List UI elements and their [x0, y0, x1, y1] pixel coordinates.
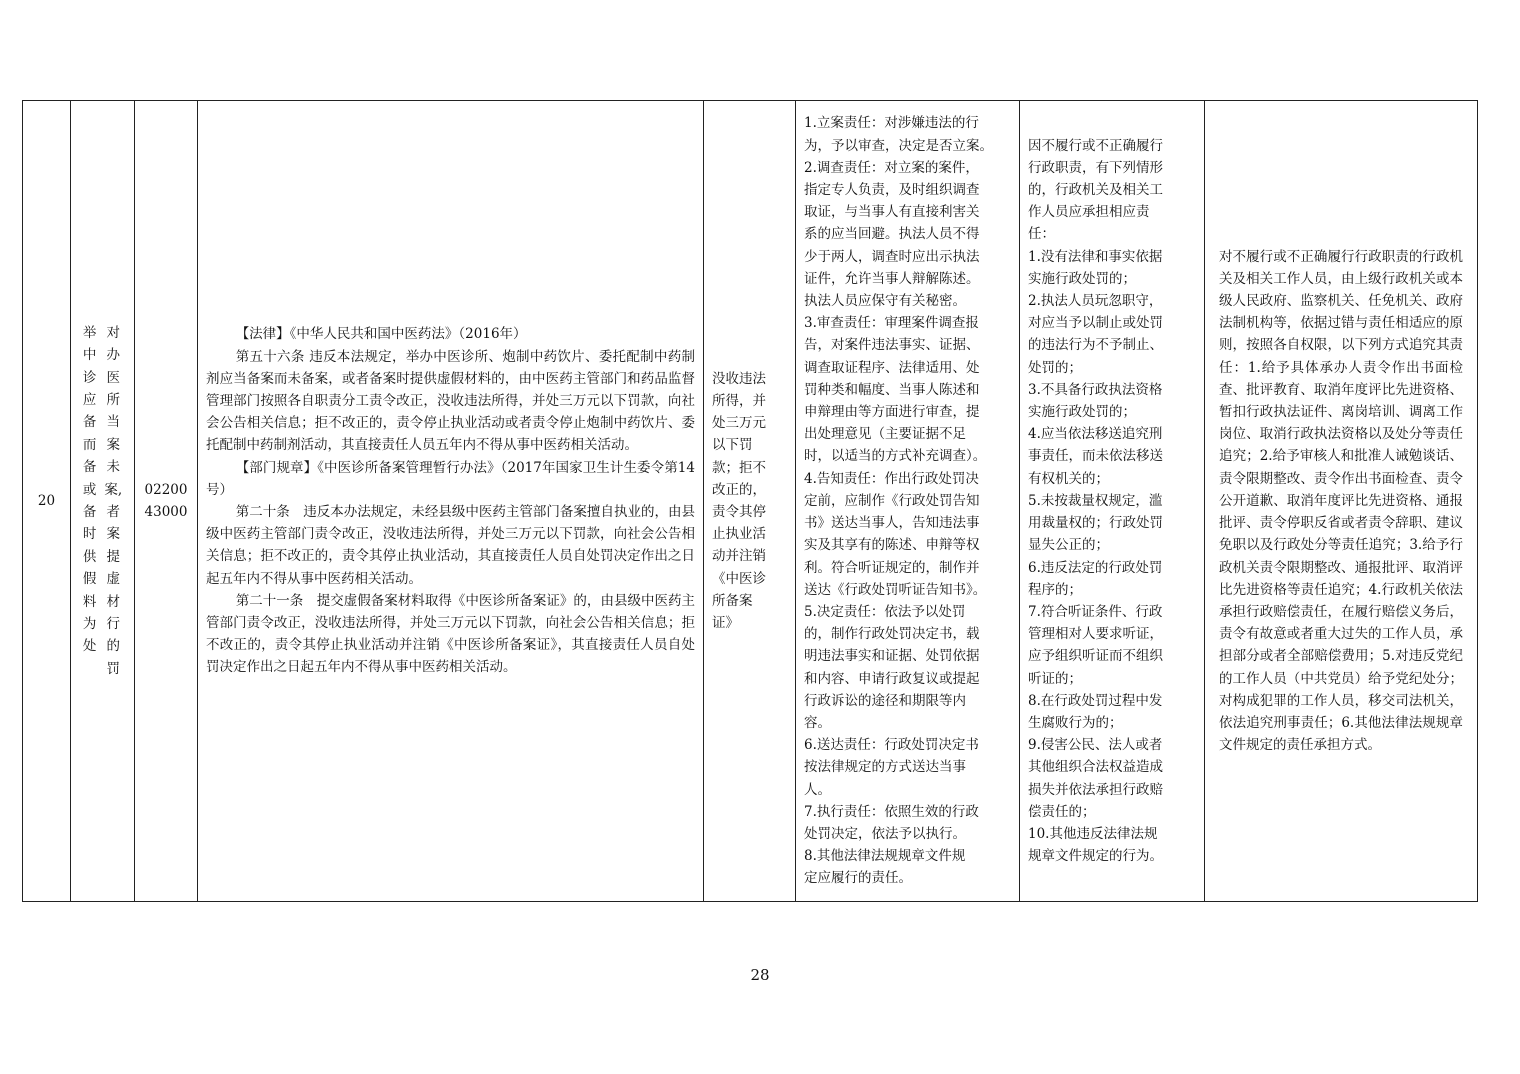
item-name-char: 中 [82, 347, 97, 364]
accountability-line: 损失并依法承担行政赔 [1028, 781, 1163, 798]
pursuit-line: 6.其他法律法规规章文件规定的责 [1219, 714, 1464, 754]
penalty-line: 款；拒不 [712, 459, 766, 476]
penalty-line: 以下罚 [712, 437, 753, 454]
item-name-char: 医 [106, 369, 120, 386]
pursuit-line: 格、暂扣行政执法证件、离岗培训、 [1219, 381, 1464, 421]
item-name-char: 备 [82, 504, 97, 520]
legal-basis-paragraph: 第五十六条 违反本法规定，举办中医诊所、炮制中药饮片、委托配制中药制剂应当备案而未备案，或者备案时提供虚假材料的，由中医药主管部门和药品监督管理部门按照各自职责分工责令改正，没收违法所得，并处三万元以下罚款，向社会公告相关信息；拒不改正的，责令停止执业活动或者责令停止炮制中药饮片、委托配制中药制剂活动，其直接责任人员五年内不得从事中医药相关活动。 [206, 348, 695, 454]
responsibility-line: 8.其他法律法规规章文件规 [804, 848, 966, 865]
pursuit-line: 格、通报批评、责令停职反省或者责 [1219, 492, 1464, 532]
legal-basis-paragraph: 第二十一条 提交虚假备案材料取得《中医诊所备案证》的，由县级中医药主管部门责令改正，没收违法所得，并处三万元以下罚款，向社会公告相关信息；拒不改正的，责令其停止执业活动并注销《中医诊所备案证》，其直接责任人员自处罚决定作出之日起五年内不得从事中医药相关活动。 [206, 592, 695, 676]
responsibility-line: 告，对案件违法事实、证据、 [804, 337, 980, 354]
pursuit-line: 行政机关及相关工作人员，由上级行 [1219, 248, 1464, 287]
accountability-line: 应予组织听证而不组织 [1028, 648, 1163, 665]
item-name-char: 罚 [106, 660, 120, 677]
item-code-line2: 43000 [144, 504, 188, 520]
responsibility-line: 的，制作行政处罚决定书，载 [804, 626, 980, 643]
responsibility-line: 系的应当回避。执法人员不得 [804, 226, 980, 243]
pursuit-line: 任免机关、政府法制机构等，依据过 [1219, 293, 1464, 332]
responsibility-line: 人。 [804, 781, 831, 798]
responsibility-line: 指定专人负责，及时组织调查 [804, 182, 980, 199]
item-name-char: 料 [82, 593, 97, 610]
item-name-char: 案 [106, 526, 120, 543]
responsibility-line: 7.执行责任：依照生效的行政 [804, 803, 979, 820]
responsibility-line: 按法律规定的方式送达当事 [804, 759, 966, 776]
penalty-line: 所备案 [712, 592, 753, 609]
responsibility-line: 出处理意见（主要证据不足 [804, 426, 966, 443]
responsibility-line: 罚种类和幅度、当事人陈述和 [804, 381, 980, 398]
item-name-char: 者 [106, 504, 120, 520]
accountability-line: 的，行政机关及相关工 [1028, 182, 1163, 199]
pursuit-line: 错与责任相适应的原则，按照各自权 [1219, 315, 1464, 354]
responsibility-line: 5.决定责任：依法予以处罚 [804, 603, 966, 620]
pursuit-line: 限，以下列方式追究其责任： [1219, 337, 1464, 376]
responsibility-line: 书》送达当事人，告知违法事 [804, 515, 980, 532]
accountability-line: 的违法行为不予制止、 [1028, 337, 1163, 354]
item-name-char: 假 [82, 571, 97, 588]
accountability-line: 9.侵害公民、法人或者 [1028, 737, 1163, 754]
accountability-line: 显失公正的； [1028, 537, 1109, 554]
row-index: 20 [23, 101, 71, 902]
responsibility-line: 证件，允许当事人辩解陈述。 [804, 270, 980, 287]
pursuit-line: 调离工作岗位、取消行政执法资格以 [1219, 404, 1464, 443]
pursuit-line: 令辞职、建议免职以及行政处分等责 [1219, 515, 1464, 554]
item-name-char: 所 [106, 391, 120, 408]
item-name-char: 的 [106, 638, 120, 655]
legal-basis-paragraph: 第二十条 违反本办法规定，未经县级中医药主管部门备案擅自执业的，由县级中医药主管部门责令改正，没收违法所得，并处三万元以下罚款，向社会公告相关信息；拒不改正的，责令其停止执业活动，其直接责任人员自处罚决定作出之日起五年内不得从事中医药相关活动。 [206, 504, 695, 587]
pursuit-line: 2.给予审核人和批准人诫勉谈话、责 [1219, 448, 1463, 487]
penalty-line: 止执业活 [712, 526, 766, 543]
responsibility-line: 申辩理由等方面进行审查，提 [804, 404, 980, 421]
item-name-char: 当 [106, 414, 120, 431]
item-name-char: 或 [82, 481, 97, 498]
legal-basis-cell [198, 101, 704, 902]
accountability-line: 8.在行政处罚过程中发 [1028, 692, 1163, 709]
pursuit-line: 作人员，移交司法机关，依法追究刑 [1219, 692, 1464, 731]
pursuit-line: 3.给予行政机关责令限期整改、通报 [1219, 537, 1464, 576]
item-name-char: 应 [82, 391, 97, 408]
item-name-char: 案 [106, 436, 120, 453]
item-code-line1: 02200 [144, 481, 188, 498]
penalty-line: 没收违法 [712, 370, 766, 387]
accountability-line: 偿责任的； [1028, 803, 1096, 820]
pursuit-line: 政机关或本级人民政府、监察机关、 [1219, 270, 1464, 310]
item-name-char: 办 [106, 347, 120, 364]
item-name-column [104, 322, 122, 681]
accountability-line: 其他组织合法权益造成 [1028, 759, 1163, 776]
penalty-line: 《中医诊 [712, 570, 766, 587]
penalty-cell [704, 101, 796, 902]
penalty-line: 改正的， [712, 481, 766, 498]
pursuit-line: 及处分等责任追究； [1219, 426, 1464, 465]
responsibility-line: 4.告知责任：作出行政处罚决 [804, 470, 979, 487]
pursuit-line: 1.给予具体承办人责令作出书面检 [1247, 359, 1463, 376]
accountability-line: 因不履行或不正确履行 [1028, 137, 1163, 154]
responsibility-line: 调查取证程序、法律适用、处 [804, 359, 980, 376]
penalty-content [712, 368, 787, 634]
accountability-line: 处罚的； [1028, 359, 1082, 376]
item-name-column [83, 322, 97, 681]
responsibility-content [804, 112, 1011, 889]
penalty-line: 所得，并 [712, 392, 766, 409]
item-name-char: 备 [82, 459, 97, 476]
pursuit-line: 令公开道歉、取消年度评比先进资 [1219, 470, 1464, 509]
accountability-line: 7.符合听证条件、行政 [1028, 603, 1163, 620]
item-name-char: 材 [106, 593, 120, 610]
responsibility-line: 取证，与当事人有直接利害关 [804, 204, 980, 221]
table-row [23, 101, 1478, 902]
accountability-line: 任： [1028, 226, 1055, 243]
item-name-char: 备 [82, 414, 97, 431]
pursuit-line: 在履行赔偿义务后，责令有故意或者 [1219, 603, 1464, 643]
penalty-line: 证》 [712, 615, 739, 632]
pursuit-line: 任承担方式。 [1300, 737, 1381, 754]
responsibility-line: 执法人员应保守有关秘密。 [804, 293, 966, 310]
pursuit-line: 查、批评教育、取消年度评比先进资 [1219, 381, 1436, 398]
legal-basis [206, 323, 695, 678]
responsibility-line: 行政诉讼的途径和期限等内 [804, 692, 966, 709]
item-name-char: 供 [82, 548, 97, 565]
item-name-char: 对 [106, 324, 120, 341]
accountability-line: 5.未按裁量权规定，滥 [1028, 492, 1163, 509]
item-name-char: 而 [82, 436, 97, 453]
responsibility-line: 容。 [804, 714, 831, 731]
accountability-line: 实施行政处罚的； [1028, 270, 1136, 287]
pursuit-line: 令限期整改、责令作出书面检查、责 [1232, 470, 1450, 487]
accountability-line: 事责任，而未依法移送 [1028, 448, 1163, 465]
accountability-line: 用裁量权的；行政处罚 [1028, 515, 1163, 532]
pursuit-line: 对不履行或不正确履行行政职责的 [1219, 248, 1423, 265]
responsibility-line: 2.调查责任：对立案的案件， [804, 159, 979, 176]
accountability-line: 对应当予以制止或处罚 [1028, 315, 1163, 332]
accountability-line: 3.不具备行政执法资格 [1028, 381, 1163, 398]
responsibility-table [22, 100, 1478, 902]
accountability-line: 行政职责，有下列情形 [1028, 159, 1163, 176]
accountability-line: 6.违反法定的行政处罚 [1028, 559, 1163, 576]
item-name-char: 时 [82, 526, 97, 543]
item-code-cell [135, 101, 198, 902]
responsibility-line: 为，予以审查，决定是否立案。 [804, 137, 993, 154]
pursuit-line: 究； [1341, 581, 1369, 598]
responsibility-line: 定前，应制作《行政处罚告知 [804, 492, 980, 509]
accountability-line: 管理相对人要求听证， [1028, 626, 1163, 643]
legal-basis-paragraph: 【部门规章】《中医诊所备案管理暂行办法》（2017年国家卫生计生委令第14号） [206, 459, 695, 498]
pursuit-cell [1205, 101, 1478, 902]
item-name-char: 行 [106, 616, 120, 633]
item-name-char: 为 [82, 616, 97, 633]
pursuit-line: 全部赔偿费用； [1287, 648, 1383, 665]
accountability-cell [1020, 101, 1205, 902]
item-name-char: 提 [106, 548, 120, 565]
pursuit-line: 批评、取消评比先进资格等责任追 [1219, 559, 1464, 598]
pursuit-line: 5.对违反党纪的工作人员（中共党 [1219, 648, 1464, 687]
responsibility-line: 定应履行的责任。 [804, 870, 912, 887]
responsibility-cell [796, 101, 1020, 902]
accountability-line: 规章文件规定的行为。 [1028, 848, 1163, 865]
item-name-char: 虚 [106, 571, 120, 588]
responsibility-line: 1.立案责任：对涉嫌违法的行 [804, 115, 979, 132]
item-name-char: 案, [104, 481, 123, 498]
responsibility-line: 时，以适当的方式补充调查）。 [804, 448, 987, 465]
penalty-line: 责令其停 [712, 504, 766, 520]
item-name-char: 处 [82, 638, 97, 655]
responsibility-line: 3.审查责任：审理案件调查报 [804, 315, 979, 332]
responsibility-line: 明违法事实和证据、处罚依据 [804, 648, 980, 665]
responsibility-line: 和内容、申请行政复议或提起 [804, 670, 980, 687]
accountability-line: 10.其他违反法律法规 [1028, 825, 1158, 842]
legal-basis-paragraph: 【法律】《中华人民共和国中医药法》（2016年） [235, 326, 527, 343]
penalty-line: 动并注销 [712, 548, 766, 565]
accountability-line: 有权机关的； [1028, 470, 1109, 487]
accountability-line: 作人员应承担相应责 [1028, 204, 1150, 221]
accountability-line: 2.执法人员玩忽职守， [1028, 293, 1163, 310]
pursuit-content [1219, 246, 1463, 757]
accountability-line: 生腐败行为的； [1028, 714, 1123, 731]
responsibility-line: 处罚决定，依法予以执行。 [804, 825, 966, 842]
accountability-line: 程序的； [1028, 581, 1082, 598]
accountability-line: 1.没有法律和事实依据 [1028, 248, 1163, 265]
item-name-cell [71, 101, 135, 902]
item-name [71, 322, 134, 681]
accountability-content [1028, 135, 1196, 868]
pursuit-line: 员）给予党纪处分；对构成犯罪的工 [1219, 670, 1464, 709]
pursuit-line: 事责任； [1287, 714, 1342, 731]
item-name-char: 诊 [82, 369, 97, 386]
pursuit-line: 任追究； [1355, 537, 1410, 554]
accountability-line: 实施行政处罚的； [1028, 404, 1136, 421]
pursuit-line: 重大过失的工作人员，承担部分或者 [1219, 626, 1464, 665]
responsibility-line: 少于两人，调查时应出示执法 [804, 248, 980, 265]
pursuit-line: 4.行政机关依法承担行政赔偿责任， [1219, 581, 1463, 620]
accountability-line: 听证的； [1028, 670, 1082, 687]
responsibility-line: 6.送达责任：行政处罚决定书 [804, 737, 979, 754]
page-number: 28 [750, 966, 770, 984]
responsibility-line: 实及其享有的陈述、申辩等权 [804, 537, 980, 554]
penalty-line: 处三万元 [712, 415, 766, 432]
responsibility-line: 送达《行政处罚听证告知书》。 [804, 581, 987, 598]
responsibility-line: 利。符合听证规定的，制作并 [804, 559, 980, 576]
item-name-char: 未 [106, 459, 120, 476]
accountability-line: 4.应当依法移送追究刑 [1028, 426, 1163, 443]
item-name-char: 举 [82, 324, 97, 341]
